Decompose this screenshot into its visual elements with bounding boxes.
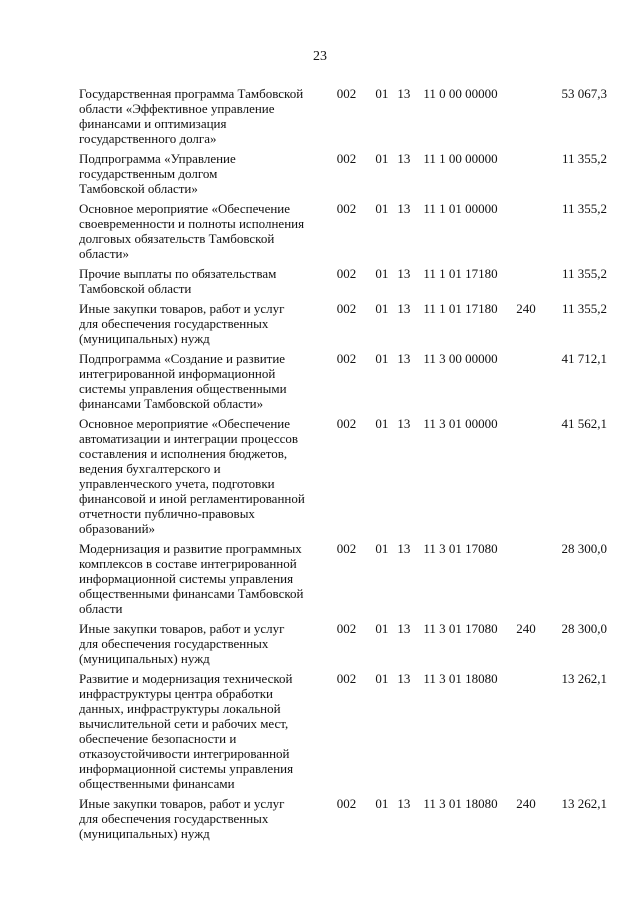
item-name bbox=[79, 151, 333, 201]
item-name-line: образований» bbox=[79, 521, 156, 536]
item-name-line: области» bbox=[79, 246, 129, 261]
ministry-code: 002 bbox=[336, 86, 357, 101]
section-code: 01 bbox=[375, 796, 389, 811]
item-name-line: инфраструктуры центра обработки bbox=[79, 686, 274, 701]
target-article-code: 11 3 01 17080 bbox=[423, 541, 498, 556]
amount-value: 41 562,1 bbox=[561, 416, 607, 431]
item-name-line: общественными финансами Тамбовской bbox=[79, 586, 304, 601]
item-name-line: данных, инфраструктуры локальной bbox=[79, 701, 281, 716]
ministry-code: 002 bbox=[336, 351, 357, 366]
item-name bbox=[79, 541, 333, 621]
table-row bbox=[79, 671, 607, 796]
item-name-line: управленческого учета, подготовки bbox=[79, 476, 275, 491]
item-name-line: Модернизация и развитие программных bbox=[79, 541, 302, 556]
item-name bbox=[79, 86, 333, 151]
item-name-line: отказоустойчивости интегрированной bbox=[79, 746, 290, 761]
ministry-code: 002 bbox=[336, 621, 357, 636]
target-article-code: 11 1 01 17180 bbox=[423, 301, 498, 316]
table-row bbox=[79, 351, 607, 416]
section-code: 01 bbox=[375, 621, 389, 636]
item-name-line: для обеспечения государственных bbox=[79, 811, 269, 826]
item-name-line: своевременности и полноты исполнения bbox=[79, 216, 305, 231]
item-name-line: Тамбовской области bbox=[79, 281, 192, 296]
target-article-code: 11 3 01 00000 bbox=[423, 416, 498, 431]
item-name-line: государственного долга» bbox=[79, 131, 217, 146]
item-name-line: Тамбовской области» bbox=[79, 181, 198, 196]
target-article-code: 11 3 01 17080 bbox=[423, 621, 498, 636]
subsection-code: 13 bbox=[397, 151, 411, 166]
item-name-line: отчетности публично-правовых bbox=[79, 506, 255, 521]
expense-type-code bbox=[516, 351, 547, 416]
expense-type-code bbox=[516, 151, 547, 201]
amount-value: 13 262,1 bbox=[561, 796, 607, 811]
amount-value: 13 262,1 bbox=[561, 671, 607, 686]
item-name-line: (муниципальных) нужд bbox=[79, 331, 210, 346]
expense-type-code bbox=[516, 266, 547, 301]
item-name-line: информационной системы управления bbox=[79, 571, 294, 586]
item-name bbox=[79, 266, 333, 301]
item-name bbox=[79, 621, 333, 671]
subsection-code: 13 bbox=[397, 671, 411, 686]
ministry-code: 002 bbox=[336, 266, 357, 281]
section-code: 01 bbox=[375, 266, 389, 281]
item-name bbox=[79, 201, 333, 266]
subsection-code: 13 bbox=[397, 351, 411, 366]
target-article-code: 11 3 00 00000 bbox=[423, 351, 498, 366]
expense-type-code bbox=[516, 416, 547, 541]
amount-value: 11 355,2 bbox=[561, 301, 607, 316]
section-code: 01 bbox=[375, 351, 389, 366]
item-name-line: общественными финансами bbox=[79, 776, 235, 791]
target-article-code: 11 1 01 17180 bbox=[423, 266, 498, 281]
section-code: 01 bbox=[375, 201, 389, 216]
item-name bbox=[79, 671, 333, 796]
budget-table-body bbox=[79, 86, 607, 846]
ministry-code: 002 bbox=[336, 796, 357, 811]
item-name-line: информационной системы управления bbox=[79, 761, 294, 776]
subsection-code: 13 bbox=[397, 266, 411, 281]
budget-table bbox=[79, 86, 607, 846]
expense-type-code: 240 bbox=[516, 301, 536, 316]
item-name-line: финансовой и иной регламентированной bbox=[79, 491, 305, 506]
section-code: 01 bbox=[375, 671, 389, 686]
expense-type-code: 240 bbox=[516, 621, 536, 636]
ministry-code: 002 bbox=[336, 671, 357, 686]
item-name-line: финансами Тамбовской области» bbox=[79, 396, 264, 411]
subsection-code: 13 bbox=[397, 621, 411, 636]
table-row bbox=[79, 201, 607, 266]
target-article-code: 11 1 01 00000 bbox=[423, 201, 498, 216]
item-name-line: Основное мероприятие «Обеспечение bbox=[79, 201, 291, 216]
subsection-code: 13 bbox=[397, 201, 411, 216]
subsection-code: 13 bbox=[397, 541, 411, 556]
amount-value: 11 355,2 bbox=[561, 151, 607, 166]
item-name-line: Подпрограмма «Создание и развитие bbox=[79, 351, 286, 366]
item-name-line: ведения бухгалтерского и bbox=[79, 461, 221, 476]
item-name-line: для обеспечения государственных bbox=[79, 636, 269, 651]
amount-value: 11 355,2 bbox=[561, 201, 607, 216]
item-name-line: области bbox=[79, 601, 123, 616]
item-name bbox=[79, 301, 333, 351]
expense-type-code bbox=[516, 86, 547, 151]
item-name bbox=[79, 796, 333, 846]
item-name-line: государственным долгом bbox=[79, 166, 218, 181]
item-name-line: Развитие и модернизация технической bbox=[79, 671, 293, 686]
item-name-line: вычислительной сети и рабочих мест, bbox=[79, 716, 289, 731]
ministry-code: 002 bbox=[336, 201, 357, 216]
item-name-line: Государственная программа Тамбовской bbox=[79, 86, 304, 101]
expense-type-code: 240 bbox=[516, 796, 536, 811]
subsection-code: 13 bbox=[397, 301, 411, 316]
item-name-line: области «Эффективное управление bbox=[79, 101, 275, 116]
amount-value: 41 712,1 bbox=[561, 351, 607, 366]
table-row bbox=[79, 151, 607, 201]
item-name-line: Прочие выплаты по обязательствам bbox=[79, 266, 277, 281]
item-name-line: финансами и оптимизация bbox=[79, 116, 227, 131]
table-row bbox=[79, 86, 607, 151]
item-name-line: автоматизации и интеграции процессов bbox=[79, 431, 299, 446]
item-name-line: составления и исполнения бюджетов, bbox=[79, 446, 288, 461]
amount-value: 28 300,0 bbox=[561, 541, 607, 556]
table-row bbox=[79, 266, 607, 301]
table-row bbox=[79, 301, 607, 351]
expense-type-code bbox=[516, 201, 547, 266]
ministry-code: 002 bbox=[336, 301, 357, 316]
item-name-line: Иные закупки товаров, работ и услуг bbox=[79, 621, 285, 636]
subsection-code: 13 bbox=[397, 416, 411, 431]
item-name-line: Основное мероприятие «Обеспечение bbox=[79, 416, 291, 431]
item-name-line: (муниципальных) нужд bbox=[79, 826, 210, 841]
ministry-code: 002 bbox=[336, 151, 357, 166]
item-name-line: системы управления общественными bbox=[79, 381, 287, 396]
target-article-code: 11 1 00 00000 bbox=[423, 151, 498, 166]
page-number: 23 bbox=[313, 49, 327, 64]
item-name-line: (муниципальных) нужд bbox=[79, 651, 210, 666]
section-code: 01 bbox=[375, 86, 389, 101]
table-row bbox=[79, 541, 607, 621]
expense-type-code bbox=[516, 541, 547, 621]
target-article-code: 11 3 01 18080 bbox=[423, 796, 498, 811]
item-name bbox=[79, 416, 333, 541]
section-code: 01 bbox=[375, 151, 389, 166]
table-row bbox=[79, 621, 607, 671]
table-row bbox=[79, 416, 607, 541]
amount-value: 53 067,3 bbox=[561, 86, 607, 101]
item-name bbox=[79, 351, 333, 416]
section-code: 01 bbox=[375, 416, 389, 431]
item-name-line: интегрированной информационной bbox=[79, 366, 276, 381]
item-name-line: Иные закупки товаров, работ и услуг bbox=[79, 796, 285, 811]
item-name-line: Подпрограмма «Управление bbox=[79, 151, 236, 166]
section-code: 01 bbox=[375, 541, 389, 556]
item-name-line: комплексов в составе интегрированной bbox=[79, 556, 297, 571]
target-article-code: 11 3 01 18080 bbox=[423, 671, 498, 686]
target-article-code: 11 0 00 00000 bbox=[423, 86, 498, 101]
subsection-code: 13 bbox=[397, 796, 411, 811]
ministry-code: 002 bbox=[336, 416, 357, 431]
expense-type-code bbox=[516, 671, 547, 796]
section-code: 01 bbox=[375, 301, 389, 316]
item-name-line: Иные закупки товаров, работ и услуг bbox=[79, 301, 285, 316]
amount-value: 11 355,2 bbox=[561, 266, 607, 281]
ministry-code: 002 bbox=[336, 541, 357, 556]
item-name-line: для обеспечения государственных bbox=[79, 316, 269, 331]
item-name-line: долговых обязательств Тамбовской bbox=[79, 231, 275, 246]
item-name-line: обеспечение безопасности и bbox=[79, 731, 237, 746]
table-row bbox=[79, 796, 607, 846]
subsection-code: 13 bbox=[397, 86, 411, 101]
amount-value: 28 300,0 bbox=[561, 621, 607, 636]
